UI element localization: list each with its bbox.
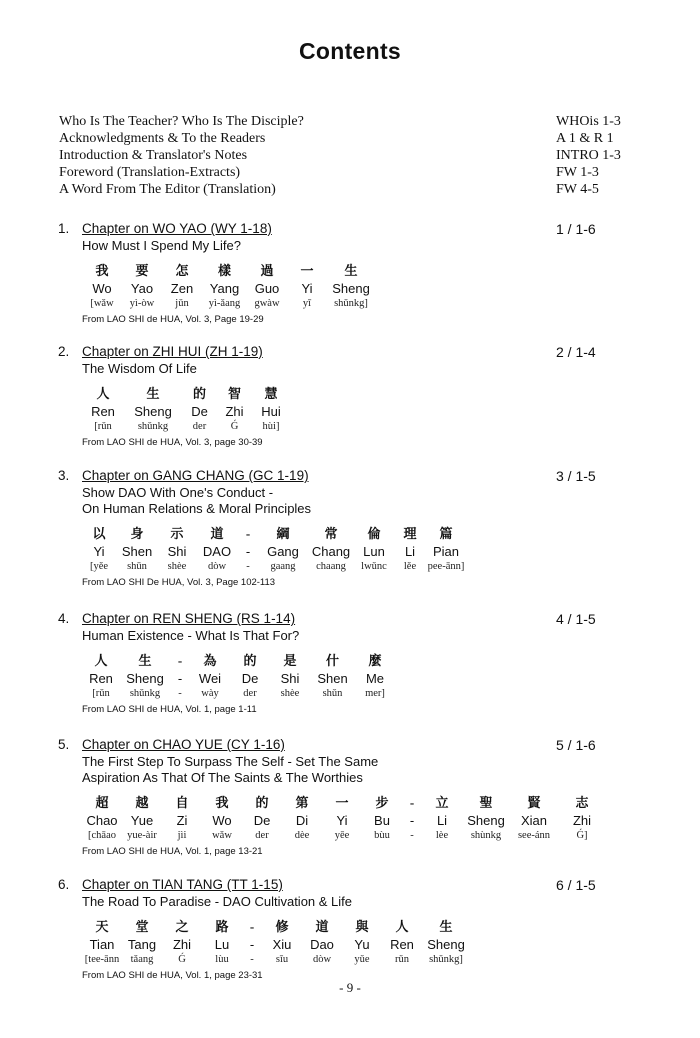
chinese-character: - bbox=[409, 795, 415, 810]
pinyin-syllable: - bbox=[245, 544, 251, 559]
phonetic-syllable: der bbox=[192, 421, 207, 432]
chinese-character: 篇 bbox=[439, 526, 453, 541]
chapter-heading bbox=[58, 343, 658, 361]
phonetic-syllable: shèe bbox=[280, 688, 300, 699]
pinyin-row bbox=[82, 936, 658, 953]
chapter-entry bbox=[58, 736, 658, 859]
chapter-pages: 1 / 1-6 bbox=[556, 221, 596, 237]
phonetic-syllable: [tee-ānn bbox=[84, 954, 120, 965]
pinyin-syllable: Di bbox=[295, 813, 309, 828]
chinese-character: 人 bbox=[96, 386, 110, 401]
pinyin-row bbox=[82, 670, 658, 687]
chinese-title-row bbox=[82, 918, 658, 936]
chapter-title: Chapter on ZHI HUI (ZH 1-19) bbox=[82, 344, 263, 359]
phonetic-syllable: dèe bbox=[294, 830, 310, 841]
pinyin-syllable: Yang bbox=[209, 281, 240, 296]
front-matter-pages: WHOis 1-3 bbox=[556, 114, 621, 129]
phonetic-syllable: [rǔn bbox=[92, 688, 110, 699]
pinyin-row bbox=[82, 280, 658, 297]
front-matter-pages: FW 4-5 bbox=[556, 182, 599, 197]
phonetic-row bbox=[82, 420, 658, 434]
chinese-character: 一 bbox=[300, 263, 314, 278]
front-matter-list bbox=[59, 113, 649, 198]
pinyin-syllable: Yao bbox=[130, 281, 154, 296]
phonetic-syllable: [yěe bbox=[89, 561, 109, 572]
chinese-character: 之 bbox=[175, 919, 189, 934]
chinese-character: 超 bbox=[95, 795, 109, 810]
phonetic-syllable: der bbox=[243, 688, 257, 699]
phonetic-syllable: chaang bbox=[316, 561, 346, 572]
phonetic-syllable: - bbox=[178, 688, 182, 699]
phonetic-syllable: yue-àir bbox=[127, 830, 157, 841]
phonetic-row bbox=[82, 297, 658, 311]
pinyin-syllable: Zhi bbox=[572, 813, 592, 828]
chinese-character: 綱 bbox=[276, 526, 290, 541]
pinyin-row bbox=[82, 543, 658, 560]
pinyin-syllable: Shen bbox=[121, 544, 153, 559]
pinyin-syllable: Xiu bbox=[272, 937, 292, 952]
pinyin-syllable: Sheng bbox=[332, 281, 370, 296]
chinese-title-row bbox=[82, 262, 658, 280]
chinese-character: 修 bbox=[275, 919, 289, 934]
chapter-subtitle: Human Existence - What Is That For? bbox=[82, 628, 300, 643]
chapter-entry bbox=[58, 610, 658, 717]
chapter-title: Chapter on CHAO YUE (CY 1-16) bbox=[82, 737, 285, 752]
chapter-pages: 3 / 1-5 bbox=[556, 468, 596, 484]
chapter-subtitle: Show DAO With One's Conduct - bbox=[82, 485, 274, 500]
chinese-character: 麼 bbox=[368, 653, 382, 668]
chinese-character: 人 bbox=[94, 653, 108, 668]
phonetic-syllable: bùu bbox=[374, 830, 390, 841]
chapter-pages: 4 / 1-5 bbox=[556, 611, 596, 627]
chapter-source: From LAO SHI de HUA, Vol. 1, page 13-21 bbox=[82, 846, 263, 857]
chapter-title: Chapter on TIAN TANG (TT 1-15) bbox=[82, 877, 283, 892]
chapter-subtitle: The First Step To Surpass The Self - Set The Same bbox=[82, 754, 379, 769]
chinese-character: 以 bbox=[92, 526, 106, 541]
phonetic-syllable: see-ánn bbox=[517, 830, 551, 841]
chinese-character: 為 bbox=[203, 653, 217, 668]
chinese-character: 人 bbox=[395, 919, 409, 934]
pinyin-syllable: Sheng bbox=[427, 937, 465, 952]
phonetic-syllable: gaang bbox=[270, 561, 296, 572]
chinese-character: 過 bbox=[260, 263, 274, 278]
front-matter-label: Introduction & Translator's Notes bbox=[59, 148, 248, 163]
chapter-title: Chapter on REN SHENG (RS 1-14) bbox=[82, 611, 296, 626]
chapter-source: From LAO SHI De HUA, Vol. 3, Page 102-113 bbox=[82, 577, 276, 588]
pinyin-syllable: - bbox=[177, 671, 183, 686]
chinese-character: 道 bbox=[315, 919, 329, 934]
front-matter-pages: A 1 & R 1 bbox=[556, 131, 614, 146]
phonetic-syllable: lwǔnc bbox=[361, 561, 387, 572]
chapter-subtitle: Aspiration As That Of The Saints & The Worthies bbox=[82, 770, 363, 785]
pinyin-syllable: Gang bbox=[267, 544, 299, 559]
chinese-character: - bbox=[177, 653, 183, 668]
pinyin-syllable: De bbox=[191, 404, 208, 419]
chinese-character: 慧 bbox=[264, 386, 278, 401]
pinyin-syllable: Hui bbox=[261, 404, 281, 419]
phonetic-syllable: - bbox=[246, 561, 250, 572]
pinyin-syllable: Yue bbox=[130, 813, 154, 828]
pinyin-syllable: Ren bbox=[390, 937, 414, 952]
chapter-heading bbox=[58, 467, 658, 485]
chinese-character: 理 bbox=[403, 526, 417, 541]
front-matter-label: Acknowledgments & To the Readers bbox=[59, 131, 266, 146]
phonetic-syllable: mer] bbox=[365, 688, 385, 699]
pinyin-syllable: DAO bbox=[202, 544, 232, 559]
pinyin-syllable: Tian bbox=[89, 937, 115, 952]
phonetic-syllable: shūn bbox=[127, 561, 147, 572]
chinese-character: 我 bbox=[215, 795, 229, 810]
chapter-pages: 5 / 1-6 bbox=[556, 737, 596, 753]
front-matter-item bbox=[59, 164, 649, 181]
phonetic-syllable: tǎang bbox=[130, 954, 154, 965]
phonetic-syllable: shǔnkg bbox=[129, 688, 161, 699]
pinyin-syllable: Shen bbox=[317, 671, 348, 686]
phonetic-syllable: yī bbox=[302, 298, 312, 309]
front-matter-label: Foreword (Translation-Extracts) bbox=[59, 165, 241, 180]
phonetic-syllable: lěe bbox=[403, 561, 417, 572]
phonetic-syllable: - bbox=[250, 954, 254, 965]
chinese-character: - bbox=[245, 526, 251, 541]
chinese-character: 常 bbox=[324, 526, 338, 541]
chinese-character: 第 bbox=[295, 795, 309, 810]
pinyin-syllable: Xian bbox=[520, 813, 548, 828]
pinyin-syllable: Wo bbox=[212, 813, 232, 828]
pinyin-syllable: Dao bbox=[310, 937, 334, 952]
phonetic-row bbox=[82, 953, 658, 967]
phonetic-syllable: der bbox=[255, 830, 269, 841]
chapter-number: 2. bbox=[58, 344, 70, 359]
chinese-character: 的 bbox=[243, 653, 257, 668]
front-matter-pages: INTRO 1-3 bbox=[556, 148, 621, 163]
chinese-character: 智 bbox=[227, 386, 241, 401]
pinyin-syllable: Sheng bbox=[126, 671, 164, 686]
chapter-title: Chapter on GANG CHANG (GC 1-19) bbox=[82, 468, 309, 483]
phonetic-syllable: shǔnkg] bbox=[429, 954, 463, 965]
chapter-entry bbox=[58, 343, 658, 450]
chinese-character: 生 bbox=[138, 653, 152, 668]
chinese-character: 生 bbox=[146, 386, 160, 401]
phonetic-syllable: wǎw bbox=[212, 830, 232, 841]
pinyin-syllable: Chang bbox=[311, 544, 351, 559]
phonetic-syllable: jǔn bbox=[175, 298, 189, 309]
page-number: - 9 - bbox=[339, 980, 361, 995]
phonetic-row bbox=[82, 829, 658, 843]
pinyin-syllable: Yi bbox=[301, 281, 313, 296]
front-matter-label: Who Is The Teacher? Who Is The Disciple? bbox=[59, 114, 304, 129]
chapter-subtitle: The Wisdom Of Life bbox=[82, 361, 197, 376]
phonetic-syllable: shǔn bbox=[322, 688, 343, 699]
chapter-entry bbox=[58, 467, 658, 590]
page-title: Contents bbox=[298, 38, 402, 64]
chinese-character: 堂 bbox=[135, 919, 149, 934]
pinyin-syllable: Yi bbox=[93, 544, 105, 559]
pinyin-syllable: Guo bbox=[254, 281, 280, 296]
chinese-character: 怎 bbox=[175, 263, 189, 278]
chapter-source: From LAO SHI de HUA, Vol. 3, page 30-39 bbox=[82, 437, 263, 448]
chapter-subtitle: On Human Relations & Moral Principles bbox=[82, 501, 312, 516]
phonetic-syllable: yēe bbox=[334, 830, 350, 841]
pinyin-syllable: Zhi bbox=[172, 937, 192, 952]
phonetic-syllable: hùi] bbox=[262, 421, 280, 432]
pinyin-syllable: De bbox=[241, 671, 259, 686]
chinese-character: 示 bbox=[170, 526, 184, 541]
phonetic-syllable: wày bbox=[201, 688, 219, 699]
pinyin-row bbox=[82, 812, 658, 829]
chinese-title-row bbox=[82, 385, 658, 403]
phonetic-syllable: lèe bbox=[435, 830, 449, 841]
chapter-heading bbox=[58, 220, 658, 238]
chinese-character: 聖 bbox=[479, 795, 493, 810]
phonetic-syllable: gwàw bbox=[254, 298, 280, 309]
pinyin-syllable: Sheng bbox=[134, 404, 172, 419]
chapter-subtitle: The Road To Paradise - DAO Cultivation & Life bbox=[82, 894, 353, 909]
chapter-heading bbox=[58, 610, 658, 628]
pinyin-syllable: Li bbox=[404, 544, 416, 559]
front-matter-pages: FW 1-3 bbox=[556, 165, 599, 180]
phonetic-syllable: yǔe bbox=[354, 954, 370, 965]
chapter-subtitle: How Must I Spend My Life? bbox=[82, 238, 241, 253]
chinese-character: 自 bbox=[175, 795, 189, 810]
chinese-character: 立 bbox=[435, 795, 449, 810]
pinyin-syllable: Bu bbox=[374, 813, 390, 828]
chinese-title-row bbox=[82, 652, 658, 670]
phonetic-syllable: Ǵ bbox=[178, 954, 186, 965]
phonetic-row bbox=[82, 560, 658, 574]
chinese-character: 的 bbox=[192, 386, 206, 401]
phonetic-syllable: shèe bbox=[167, 561, 187, 572]
phonetic-syllable: jìi bbox=[177, 830, 187, 841]
chinese-character: 一 bbox=[335, 795, 349, 810]
front-matter-label: A Word From The Editor (Translation) bbox=[59, 182, 276, 197]
pinyin-syllable: Wei bbox=[198, 671, 222, 686]
phonetic-syllable: [wǎw bbox=[90, 298, 114, 309]
front-matter-item bbox=[59, 130, 649, 147]
pinyin-syllable: Li bbox=[436, 813, 448, 828]
chinese-title-row bbox=[82, 794, 658, 812]
pinyin-syllable: Shi bbox=[280, 671, 300, 686]
chinese-character: 生 bbox=[344, 263, 358, 278]
pinyin-syllable: Me bbox=[365, 671, 385, 686]
pinyin-syllable: Ren bbox=[91, 404, 115, 419]
phonetic-syllable: rǔn bbox=[395, 954, 409, 965]
phonetic-syllable: yì-òw bbox=[129, 298, 155, 309]
phonetic-syllable: Ǵ bbox=[230, 421, 239, 432]
phonetic-syllable: dòw bbox=[312, 954, 332, 965]
chinese-character: 樣 bbox=[217, 263, 231, 278]
chinese-character: 賢 bbox=[527, 795, 541, 810]
phonetic-syllable: lùu bbox=[215, 954, 229, 965]
chapter-pages: 2 / 1-4 bbox=[556, 344, 596, 360]
chinese-character: 志 bbox=[575, 795, 589, 810]
phonetic-syllable: [rǔn bbox=[94, 421, 112, 432]
chapter-pages: 6 / 1-5 bbox=[556, 877, 596, 893]
phonetic-syllable: dòw bbox=[207, 561, 227, 572]
chinese-character: - bbox=[249, 919, 255, 934]
front-matter-item bbox=[59, 147, 649, 164]
chapter-entry bbox=[58, 220, 658, 327]
pinyin-syllable: Shi bbox=[167, 544, 187, 559]
pinyin-syllable: Yu bbox=[354, 937, 370, 952]
chinese-character: 我 bbox=[95, 263, 109, 278]
phonetic-syllable: shùnkg bbox=[470, 830, 502, 841]
chapter-number: 5. bbox=[58, 737, 70, 752]
phonetic-syllable: pee-ānn] bbox=[427, 561, 465, 572]
pinyin-syllable: Zi bbox=[176, 813, 188, 828]
chinese-character: 步 bbox=[375, 795, 389, 810]
pinyin-syllable: - bbox=[249, 937, 255, 952]
phonetic-syllable: [chāao bbox=[88, 830, 116, 841]
phonetic-row bbox=[82, 687, 658, 701]
phonetic-syllable: shǔnkg] bbox=[334, 298, 368, 309]
pinyin-row bbox=[82, 403, 658, 420]
chapter-source: From LAO SHI de HUA, Vol. 1, page 23-31 bbox=[82, 970, 263, 981]
pinyin-syllable: Zhi bbox=[225, 404, 244, 419]
chapter-number: 1. bbox=[58, 221, 70, 236]
chinese-title-row bbox=[82, 525, 658, 543]
chapter-source: From LAO SHI de HUA, Vol. 1, page 1-11 bbox=[82, 704, 257, 715]
chapter-heading bbox=[58, 736, 658, 754]
chinese-character: 越 bbox=[135, 795, 149, 810]
chinese-character: 生 bbox=[439, 919, 453, 934]
chinese-character: 是 bbox=[283, 653, 297, 668]
pinyin-syllable: Tang bbox=[127, 937, 157, 952]
chapter-number: 6. bbox=[58, 877, 70, 892]
phonetic-syllable: - bbox=[410, 830, 414, 841]
pinyin-syllable: Chao bbox=[86, 813, 118, 828]
phonetic-syllable: sīu bbox=[275, 954, 289, 965]
phonetic-syllable: shǔnkg bbox=[137, 421, 169, 432]
chinese-character: 什 bbox=[325, 653, 339, 668]
pinyin-syllable: Lu bbox=[214, 937, 230, 952]
chinese-character: 倫 bbox=[367, 526, 381, 541]
chinese-character: 與 bbox=[355, 919, 369, 934]
pinyin-syllable: Yi bbox=[336, 813, 348, 828]
chinese-character: 的 bbox=[255, 795, 269, 810]
front-matter-item bbox=[59, 113, 649, 130]
pinyin-syllable: Ren bbox=[89, 671, 113, 686]
pinyin-syllable: Wo bbox=[92, 281, 112, 296]
chinese-character: 要 bbox=[135, 263, 149, 278]
pinyin-syllable: Lun bbox=[363, 544, 385, 559]
chapter-entry bbox=[58, 876, 658, 983]
pinyin-syllable: Sheng bbox=[467, 813, 505, 828]
chinese-character: 道 bbox=[210, 526, 224, 541]
chapter-title: Chapter on WO YAO (WY 1-18) bbox=[82, 221, 272, 236]
chinese-character: 身 bbox=[130, 526, 144, 541]
pinyin-syllable: De bbox=[253, 813, 271, 828]
chinese-character: 天 bbox=[95, 919, 109, 934]
chinese-character: 路 bbox=[215, 919, 229, 934]
pinyin-syllable: Zen bbox=[170, 281, 194, 296]
pinyin-syllable: Pian bbox=[432, 544, 460, 559]
phonetic-syllable: Ǵ] bbox=[576, 830, 588, 841]
chapter-number: 3. bbox=[58, 468, 70, 483]
chapter-number: 4. bbox=[58, 611, 70, 626]
chapter-source: From LAO SHI de HUA, Vol. 3, Page 19-29 bbox=[82, 314, 264, 325]
front-matter-item bbox=[59, 181, 649, 198]
pinyin-syllable: - bbox=[409, 813, 415, 828]
chapter-heading bbox=[58, 876, 658, 894]
phonetic-syllable: yì-ǎang bbox=[208, 298, 241, 309]
